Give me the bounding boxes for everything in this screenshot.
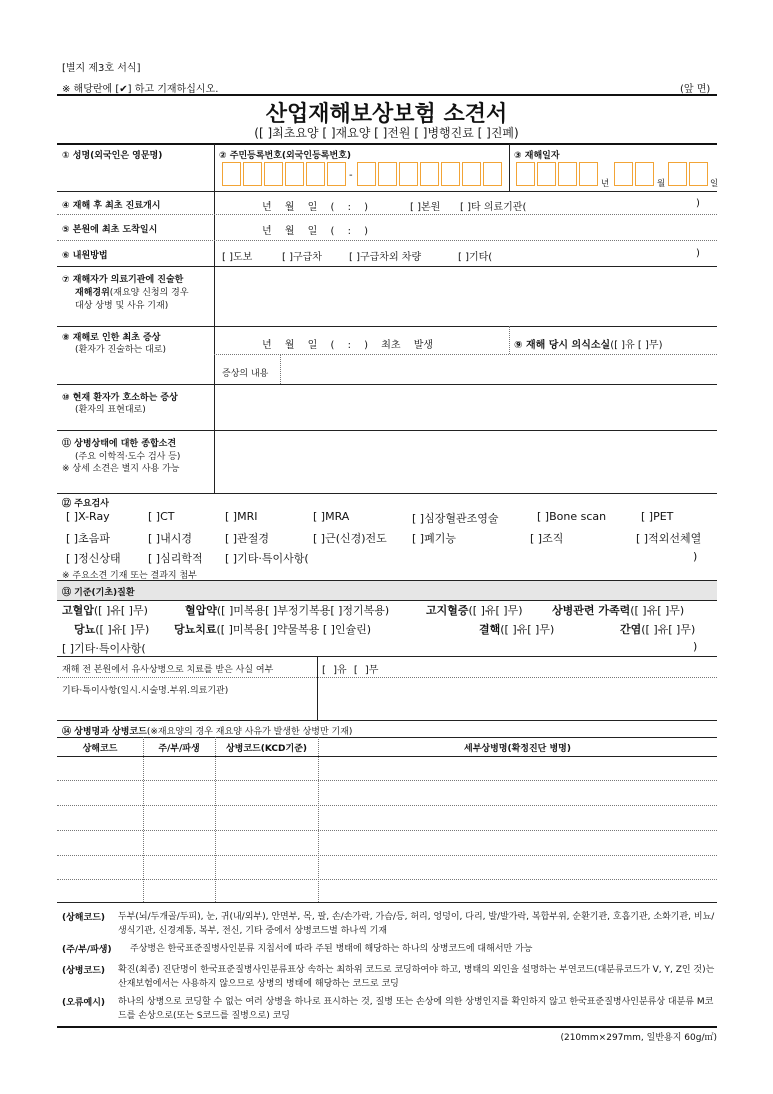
diabetes-tx-label: 당뇨치료 <box>174 623 217 636</box>
exam-mental[interactable]: [ ]정신상태 <box>66 552 121 565</box>
day-digit-box[interactable] <box>668 162 687 186</box>
diabetes-options[interactable]: ([ ]유[ ]무) <box>95 623 150 636</box>
exam-pet[interactable]: [ ]PET <box>641 510 674 523</box>
exam-pulmonary[interactable]: [ ]폐기능 <box>412 532 456 545</box>
year-digit-box[interactable] <box>516 162 535 186</box>
id-digit-box[interactable] <box>222 162 241 186</box>
baseline-disease-label: ⑬ 기준(기초)질환 <box>62 588 135 598</box>
first-symptom-datetime[interactable]: 년 월 일 ( : ) 최초 발생 <box>262 340 434 351</box>
date-label: ③ 재해일자 <box>514 151 560 161</box>
exam-mra[interactable]: [ ]MRA <box>313 510 350 523</box>
id-digit-box[interactable] <box>306 162 325 186</box>
accident-statement-label: ⑦ 재해자가 의료기관에 진술한 <box>62 275 184 285</box>
footnote-text-code: 확진(최종) 진단명이 한국표준질병사인분류표상 속하는 최하위 코드로 코딩하여야 하고, 병태의 외인을 설명하는 부연코드(대분류코드가 V, Y, Z인 것)는 산재보험에서는 사용하지 않으므로 상병의 병태에 해당하는 코드로 코딩 <box>118 965 715 989</box>
id-digit-box[interactable] <box>399 162 418 186</box>
other-special-label: 기타·특이사항(일시.시술명.부위.의료기관) <box>62 686 229 696</box>
exam-arthroscopy[interactable]: [ ]관절경 <box>225 532 269 545</box>
page-title: 산업재해보상보험 소견서 <box>265 102 508 127</box>
bp-med-label: 혈압약 <box>185 604 217 617</box>
prior-treatment-label: 재해 전 본원에서 유사상병으로 치료를 받은 사실 여부 <box>62 665 274 675</box>
unconscious-label: ⑨ 재해 당시 의식소실 <box>514 340 611 351</box>
close-paren: ) <box>693 640 698 653</box>
accident-process-note2: 대상 상병 및 사유 기재) <box>75 301 169 311</box>
accident-process-label: 재해경위 <box>75 288 110 298</box>
option-etc[interactable]: [ ]기타( <box>458 252 493 263</box>
option-main-hospital[interactable]: [ ]본원 <box>410 202 441 213</box>
family-history-options[interactable]: ([ ]유[ ]무) <box>630 604 685 617</box>
option-ambulance[interactable]: [ ]구급차 <box>282 252 322 263</box>
prior-treatment-options[interactable]: [ ]유 [ ]무 <box>322 665 379 676</box>
option-other-institution[interactable]: [ ]타 의료기관( <box>460 202 527 213</box>
name-label: ① 성명(외국인은 영문명) <box>62 151 163 161</box>
hypertension-options[interactable]: ([ ]유[ ]무) <box>93 604 148 617</box>
overall-opinion-note: (주요 이학적·도수 검사 등) <box>75 452 181 462</box>
id-digit-box[interactable] <box>483 162 502 186</box>
visit-method-label: ⑥ 내원방법 <box>62 251 108 261</box>
exam-biopsy[interactable]: [ ]조직 <box>530 532 564 545</box>
baseline-other[interactable]: [ ]기타·특이사항( <box>62 642 146 655</box>
arrival-label: ⑤ 본원에 최초 도착일시 <box>62 225 158 235</box>
col-kcd-code: 상병코드(KCD기준) <box>225 744 308 754</box>
main-exam-label: ⑫ 주요검사 <box>62 499 109 509</box>
id-digit-box[interactable] <box>243 162 262 186</box>
exam-endoscopy[interactable]: [ ]내시경 <box>148 532 192 545</box>
hypertension-label: 고혈압 <box>62 604 94 617</box>
footnote-key-code: (상병코드) <box>62 966 106 976</box>
col-detail-name: 세부상병명(확정진단 병명) <box>464 744 571 754</box>
footnote-text-main: 주상병은 한국표준질병사인분류 지침서에 따라 주된 병태에 해당하는 하나의 상병코드에 대해서만 가능 <box>130 944 533 954</box>
footnote-key-error: (오류예시) <box>62 998 106 1008</box>
table-row[interactable] <box>57 805 717 806</box>
close-paren: ) <box>696 248 700 259</box>
bp-med-options[interactable]: ([ ]미복용[ ]부정기복용[ ]정기복용) <box>216 604 390 617</box>
diagnosis-label: ⑭ 상병명과 상병코드 <box>62 727 147 737</box>
request-types[interactable]: ([ ]최초요양 [ ]재요양 [ ]전원 [ ]병행진료 [ ]진폐) <box>254 126 519 140</box>
id-digit-box[interactable] <box>420 162 439 186</box>
first-treatment-datetime[interactable]: 년 월 일 ( : ) <box>262 202 369 213</box>
day-unit: 일 <box>710 179 719 189</box>
page-side: (앞 면) <box>680 84 711 95</box>
exam-angiography[interactable]: [ ]심장혈관조영술 <box>412 512 499 525</box>
exam-bone-scan[interactable]: [ ]Bone scan <box>537 510 607 523</box>
exam-ct[interactable]: [ ]CT <box>148 510 175 523</box>
tuberculosis-label: 결핵 <box>479 623 501 636</box>
tuberculosis-options[interactable]: ([ ]유[ ]무) <box>500 623 555 636</box>
exam-thermography[interactable]: [ ]적외선체열 <box>636 532 702 545</box>
exam-note: ※ 주요소견 기재 또는 결과지 첨부 <box>62 571 197 581</box>
symptom-content-label: 증상의 내용 <box>222 369 269 379</box>
diagnosis-note: (※재요양의 경우 재요양 사유가 발생한 상병만 기재) <box>146 727 353 737</box>
baseline-header-bg <box>57 581 717 600</box>
exam-psych[interactable]: [ ]심리학적 <box>148 552 203 565</box>
col-main-sub: 주/부/파생 <box>158 744 200 754</box>
first-treatment-label: ④ 재해 후 최초 진료개시 <box>62 201 161 211</box>
option-other-vehicle[interactable]: [ ]구급차외 차량 <box>349 252 422 263</box>
form-id: [별지 제3호 서식] <box>62 63 141 74</box>
close-paren: ) <box>693 550 698 563</box>
unconscious-options[interactable]: ([ ]유 [ ]무) <box>610 340 663 351</box>
paper-spec: (210mm×297mm, 일반용지 60g/㎡) <box>560 1033 717 1043</box>
instruction-text: ※ 해당란에 [✔] 하고 기재하십시오. <box>62 84 219 95</box>
diabetes-tx-options[interactable]: ([ ]미복용[ ]약물복용 [ ]인슐린) <box>216 623 372 636</box>
footnote-text-error: 하나의 상병으로 코딩할 수 없는 여러 상병을 하나로 표시하는 것, 질병 또는 손상에 의한 상병인지를 확인하지 않고 한국표준질병사인분류상 대분류 M코드를 손상으로(또는 S코드를 질병으로) 코딩 <box>118 997 714 1021</box>
day-digit-box[interactable] <box>689 162 708 186</box>
year-digit-box[interactable] <box>579 162 598 186</box>
hepatitis-options[interactable]: ([ ]유[ ]무) <box>641 623 696 636</box>
first-symptom-label: ⑧ 재해로 인한 최초 증상 <box>62 333 161 343</box>
family-history-label: 상병관련 가족력 <box>552 604 631 617</box>
id-digit-box[interactable] <box>264 162 283 186</box>
id-dash: - <box>349 170 353 181</box>
id-digit-box[interactable] <box>441 162 460 186</box>
hepatitis-label: 간염 <box>620 623 642 636</box>
footnote-text-injury: 두부(뇌/두개골/두피), 눈, 귀(내/외부), 안면부, 목, 팔, 손/손가락, 가슴/등, 허리, 엉덩이, 다리, 발/발가락, 복합부위, 순환기관, 호흡기관, 소화기관, 비뇨/생식기관, 신경계통, 복부, 전신, 기타 중에서 상병코드별 하나씩 기재 <box>118 912 715 936</box>
accident-process-note: (재요양 신청의 경우 <box>109 288 189 298</box>
option-walk[interactable]: [ ]도보 <box>222 252 253 263</box>
exam-other[interactable]: [ ]기타·특이사항( <box>225 552 309 565</box>
footnote-key-main: (주/부/파생) <box>62 945 112 955</box>
id-digit-box[interactable] <box>327 162 346 186</box>
id-digit-box[interactable] <box>462 162 481 186</box>
exam-ultrasound[interactable]: [ ]초음파 <box>66 532 110 545</box>
hyperlipidemia-options[interactable]: ([ ]유[ ]무) <box>468 604 523 617</box>
first-symptom-note: (환자가 진술하는 대로) <box>75 345 166 355</box>
footnote-key-injury: (상해코드) <box>62 913 106 923</box>
col-injury-code: 상해코드 <box>82 744 118 754</box>
overall-opinion-label: ⑪ 상병상태에 대한 종합소견 <box>62 439 177 449</box>
exam-mri[interactable]: [ ]MRI <box>225 510 258 523</box>
arrival-datetime[interactable]: 년 월 일 ( : ) <box>262 226 369 237</box>
overall-opinion-note2: ※ 상세 소견은 별지 사용 가능 <box>62 464 180 474</box>
table-row[interactable] <box>57 855 717 856</box>
close-paren: ) <box>696 198 700 209</box>
id-digit-box[interactable] <box>357 162 376 186</box>
year-unit: 년 <box>601 179 610 189</box>
exam-xray[interactable]: [ ]X-Ray <box>66 510 110 523</box>
table-row[interactable] <box>57 879 717 880</box>
month-digit-box[interactable] <box>635 162 654 186</box>
exam-emg[interactable]: [ ]근(신경)전도 <box>313 532 387 545</box>
id-label: ② 주민등록번호(외국인등록번호) <box>219 151 352 161</box>
year-digit-box[interactable] <box>558 162 577 186</box>
hyperlipidemia-label: 고지혈증 <box>426 604 469 617</box>
month-digit-box[interactable] <box>614 162 633 186</box>
id-digit-box[interactable] <box>285 162 304 186</box>
table-row[interactable] <box>57 830 717 831</box>
current-symptom-label: ⑩ 현재 환자가 호소하는 증상 <box>62 393 178 403</box>
month-unit: 월 <box>657 179 666 189</box>
diabetes-label: 당뇨 <box>74 623 96 636</box>
table-row[interactable] <box>57 780 717 781</box>
year-digit-box[interactable] <box>537 162 556 186</box>
current-symptom-note: (환자의 표현대로) <box>75 405 146 415</box>
id-digit-box[interactable] <box>378 162 397 186</box>
